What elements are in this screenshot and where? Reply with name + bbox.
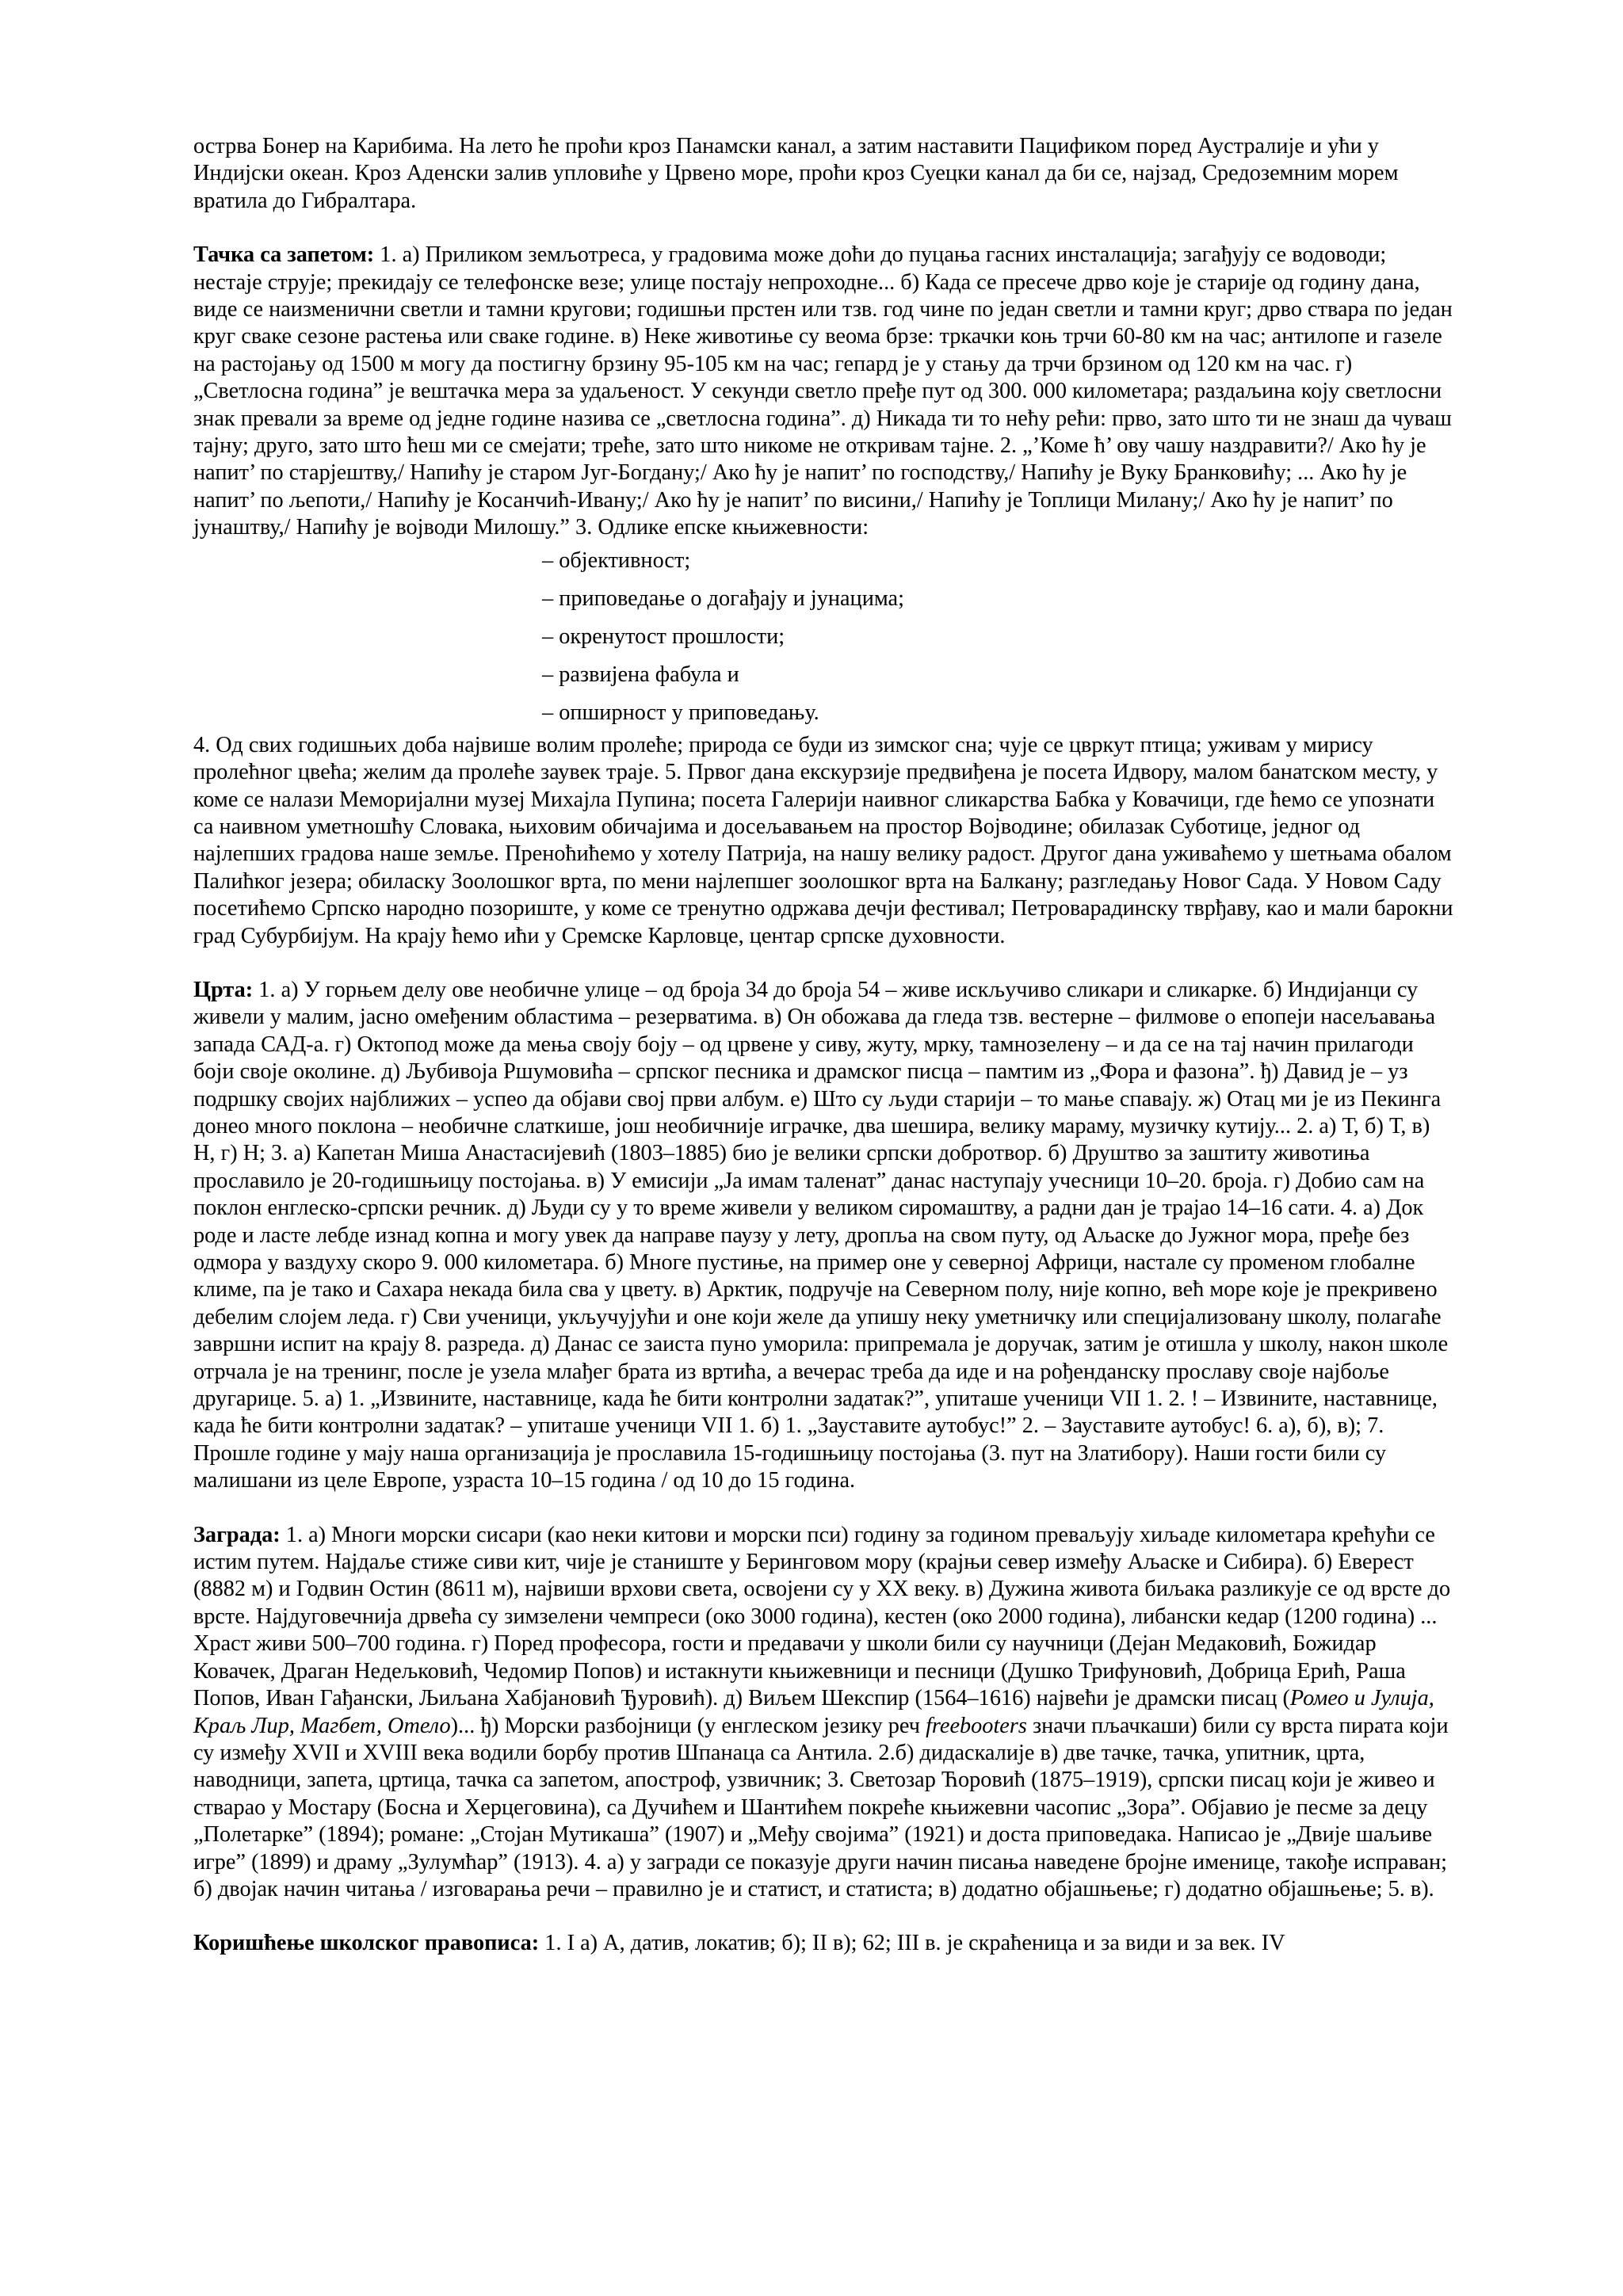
orthography-text: 1. I а) А, датив, локатив; б); II в); 62; III в. је скраћеница и за види и за век. IV xyxy=(539,1931,1285,1956)
list-item: – опширност у приповедању. xyxy=(542,700,819,725)
list-item: – објективност; xyxy=(542,547,691,573)
list-item: – окренутост прошлости; xyxy=(542,624,785,649)
semicolon-text: 1. а) Приликом земљотреса, у градовима може доћи до пуцања гасних инсталација; загађују се водоводи; нестаје струје; прекидају се телефонске везе; улице постају непроходне... б) Када се пресече дрво које је старије од годину дана, виде се наизменични светли и тамни кругови; годишњи прстен или тзв. год чине по један светли и тамни круг; дрво ствара по један круг сваке сезоне растења или сваке године. в) Неке животиње су веома брзе: тркачки коњ трчи 60-80 км на час; антилопе и газеле на растојању од 1500 м могу да постигну брзину 95-105 км на час; гепард је у стању да трчи брзином од 120 км на час. г) „Светлосна година” је вештачка мера за удаљеност. У секунди светло пређе пут од 300. 000 километара; раздаљина коју светлосни знак превали за време од једне године назива се „светлосна година”. д) Никада ти то нећу рећи: прво, зато што ти не знаш да чуваш тајну; друго, зато што ћеш ми се смејати; треће, зато што никоме не откривам тајне. 2. „’Коме ћ’ ову чашу наздравити?/ Ако ћу је напит’ по старјештву,/ Напићу је старом Југ-Богдану;/ Ако ћу је напит’ по господству,/ Напићу је Вуку Бранковићу; ... Ако ћу је напит’ по љепоти,/ Напићу је Косанчић-Ивану;/ Ако ћу је напит’ по висини,/ Напићу је Топлици Милану;/ Ако ћу је напит’ по јунаштву,/ Напићу је војводи Милошу.” 3. Одлике епске књижевности: xyxy=(193,242,1453,540)
semicolon-heading: Тачка са запетом: xyxy=(193,242,375,268)
paragraph-gap xyxy=(193,1495,1453,1522)
bracket-section xyxy=(193,1522,1453,1904)
intro-paragraph: острва Бонер на Карибима. На лето ће проћи кроз Панамски канал, а затим наставити Пацификом поред Аустралије и ући у Индијски океан. Кроз Аденски залив упловиће у Црвено море, проћи кроз Суецки канал да би се, најзад, Средоземним морем вратила до Гибралтара. xyxy=(193,134,1399,213)
epic-features-list xyxy=(542,542,1453,732)
freebooters-word: freebooters xyxy=(926,1713,1027,1738)
dash-heading: Црта: xyxy=(193,977,254,1002)
list-item: – приповедање о догађају и јунацима; xyxy=(542,585,904,611)
semicolon-continuation: 4. Од свих годишњих доба највише волим пролеће; природа се буди из зимског сна; чује се цвркут птица; уживам у мирису пролећног цвећа; желим да пролеће заувек траје. 5. Првог дана екскурзије предвиђена је посета Идвору, малом банатском месту, у коме се налази Меморијални музеј Михајла Пупина; посета Галерији наивног сликарства Бабка у Ковачици, где ћемо се упознати са наивном уметношћу Словака, њиховим обичајима и досељавањем на простор Војводине; обилазак Суботице, једног од најлепших градова наше земље. Преноћићемо у хотелу Патрија, на нашу велику радост. Другог дана уживаћемо у шетњама обалом Палићког језера; обиласку Зоолошког врта, по мени најлепшег зоолошког врта на Балкану; разгледању Новог Сада. У Новом Саду посетићемо Српско народно позориште, у коме се тренутно одржава дечји фестивал; Петроварадинску тврђаву, као и мали барокни град Субурбијум. На крају ћемо ићи у Сремске Карловце, центар српске духовности. xyxy=(193,732,1453,948)
bracket-text-part3: значи пљачкаши) били су врста пирата који су између XVII и XVIII века водили борбу против Шпанаца са Антила. 2.б) дидаскалије в) две тачке, тачка, упитник, црта, наводници, запета, цртица, тачка са запетом, апостроф, узвичник; 3. Светозар Ћоровић (1875–1919), српски писац који је живео и стварао у Мостару (Босна и Херцеговина), са Дучићем и Шантићем покреће књижевни часопис „Зора”. Објавио је песме за децу „Полетарке” (1894); романе: „Стојан Мутикаша” (1907) и „Међу својима” (1921) и доста приповедака. Написао је „Двије шаљиве игре” (1899) и драму „Зулумћар” (1913). 4. а) у загради се показује други начин писања наведене бројне именице, такође исправан; б) двојак начин читања / изговарања речи – правилно је и статист, и статиста; в) додатно објашњење; г) додатно објашњење; 5. в). xyxy=(193,1713,1449,1901)
bracket-text-part2: )... ђ) Морски разбојници (у енглеском језику реч xyxy=(450,1713,926,1738)
bracket-heading: Заграда: xyxy=(193,1522,281,1547)
dash-section xyxy=(193,977,1453,1495)
dash-text: 1. а) У горњем делу ове необичне улице – од броја 34 до броја 54 – живе искључиво сликари и сликарке. б) Индијанци су живели у малим, јасно омеђеним областима – резерватима. в) Он обожава да гледа тзв. вестерне – филмове о епопеји насељавања запада САД-а. г) Октопод може да мења своју боју – од црвене у сиву, жуту, мрку, тамнозелену – и да се на тај начин прилагоди боји своје околине. д) Љубивоја Ршумовића – српског песника и драмског писца – памтим из „Фора и фазона”. ђ) Давид је – уз подршку својих најближих – успео да објави свој први албум. е) Што су људи старији – то мање спавају. ж) Отац ми је из Пекинга донео много поклона – необичне слаткише, још необичније играчке, два шешира, велику мараму, музичку кутију... 2. а) Т, б) Т, в) Н, г) Н; 3. а) Капетан Миша Анастасијевић (1803–1885) био је велики српски добротвор. б) Друштво за заштиту животиња прославило је 20-годишњицу постојања. в) У емисији „Ја имам таленат” данас наступају учесници 10–20. броја. г) Добио сам на поклон енглеско-српски речник. д) Људи су у то време живели у великом сиромаштву, а радни дан је трајао 14–16 сати. 4. а) Док роде и ласте лебде изнад копна и могу увек да направе паузу у лету, дропља на свом путу, од Аљаске до Јужног мора, пређе без одмора у ваздуху скоро 9. 000 километара. б) Многе пустиње, на пример оне у северној Африци, настале су променом глобалне климе, па је тако и Сахара некада била сва у цвету. в) Арктик, подручје на Северном полу, није копно, већ море које је прекривено дебелим слојем леда. г) Сви ученици, укључујући и оне који желе да упишу неку уметничку или специјализовану школу, полагаће завршни испит на крају 8. разреда. д) Данас се заиста пуно уморила: припремала је доручак, затим је отишла у школу, након школе отрчала је на тренинг, после је узела млађег брата из вртића, а вечерас треба да иде и на рођенданску прославу своје најбоље другарице. 5. а) 1. „Извините, наставнице, када ће бити контролни задатак?”, упиташе ученици VII 1. 2. ! – Извините, наставнице, када ће бити контролни задатак? – упиташе ученици VII 1. б) 1. „Зауставите аутобус!” 2. – Зауставите аутобус! 6. а), б), в); 7. Прошле године у мају наша организација је прославила 15-годишњицу постојања (3. пут на Златибору). Наши гости били су малишани из целе Европе, узраста 10–15 година / од 10 до 15 година. xyxy=(193,977,1449,1493)
orthography-section xyxy=(193,1930,1453,1957)
document-page xyxy=(193,133,1453,1958)
paragraph-gap xyxy=(193,1903,1453,1930)
paragraph-gap xyxy=(193,215,1453,242)
semicolon-section xyxy=(193,242,1453,541)
paragraph-gap xyxy=(193,950,1453,977)
bracket-text-part1: 1. а) Многи морски сисари (као неки китови и морски пси) годину за годином превaљују хиљаде километара крећући се истим путем. Најдаље стиже сиви кит, чије је станиште у Беринговом мору (крајњи север између Аљаске и Сибира). б) Еверест (8882 м) и Годвин Остин (8611 м), највиши врхови света, освојени су у ХХ веку. в) Дужина живота биљака разликује се од врсте до врсте. Најдуговечнија дрвећа су зимзелени чемпреси (око 3000 година), кестен (око 2000 година), либански кедар (1200 година) ... Храст живи 500–700 година. г) Поред професора, гости и предавачи у школи били су научници (Дејан Медаковић, Божидар Ковачек, Драган Недељковић, Чедомир Попов) и истакнути књижевници и песници (Душко Трифуновић, Добрица Ерић, Раша Попов, Иван Гађански, Љиљана Хабјановић Ђуровић). д) Виљем Шекспир (1564–1616) највећи је драмски писац ( xyxy=(193,1522,1451,1711)
orthography-heading: Коришћење школског правописа: xyxy=(193,1931,540,1956)
list-item: – развијена фабула и xyxy=(542,662,739,687)
shakespeare-plays: Ромео и Јулија, Краљ Лир, Магбет, Отело xyxy=(193,1686,1434,1738)
